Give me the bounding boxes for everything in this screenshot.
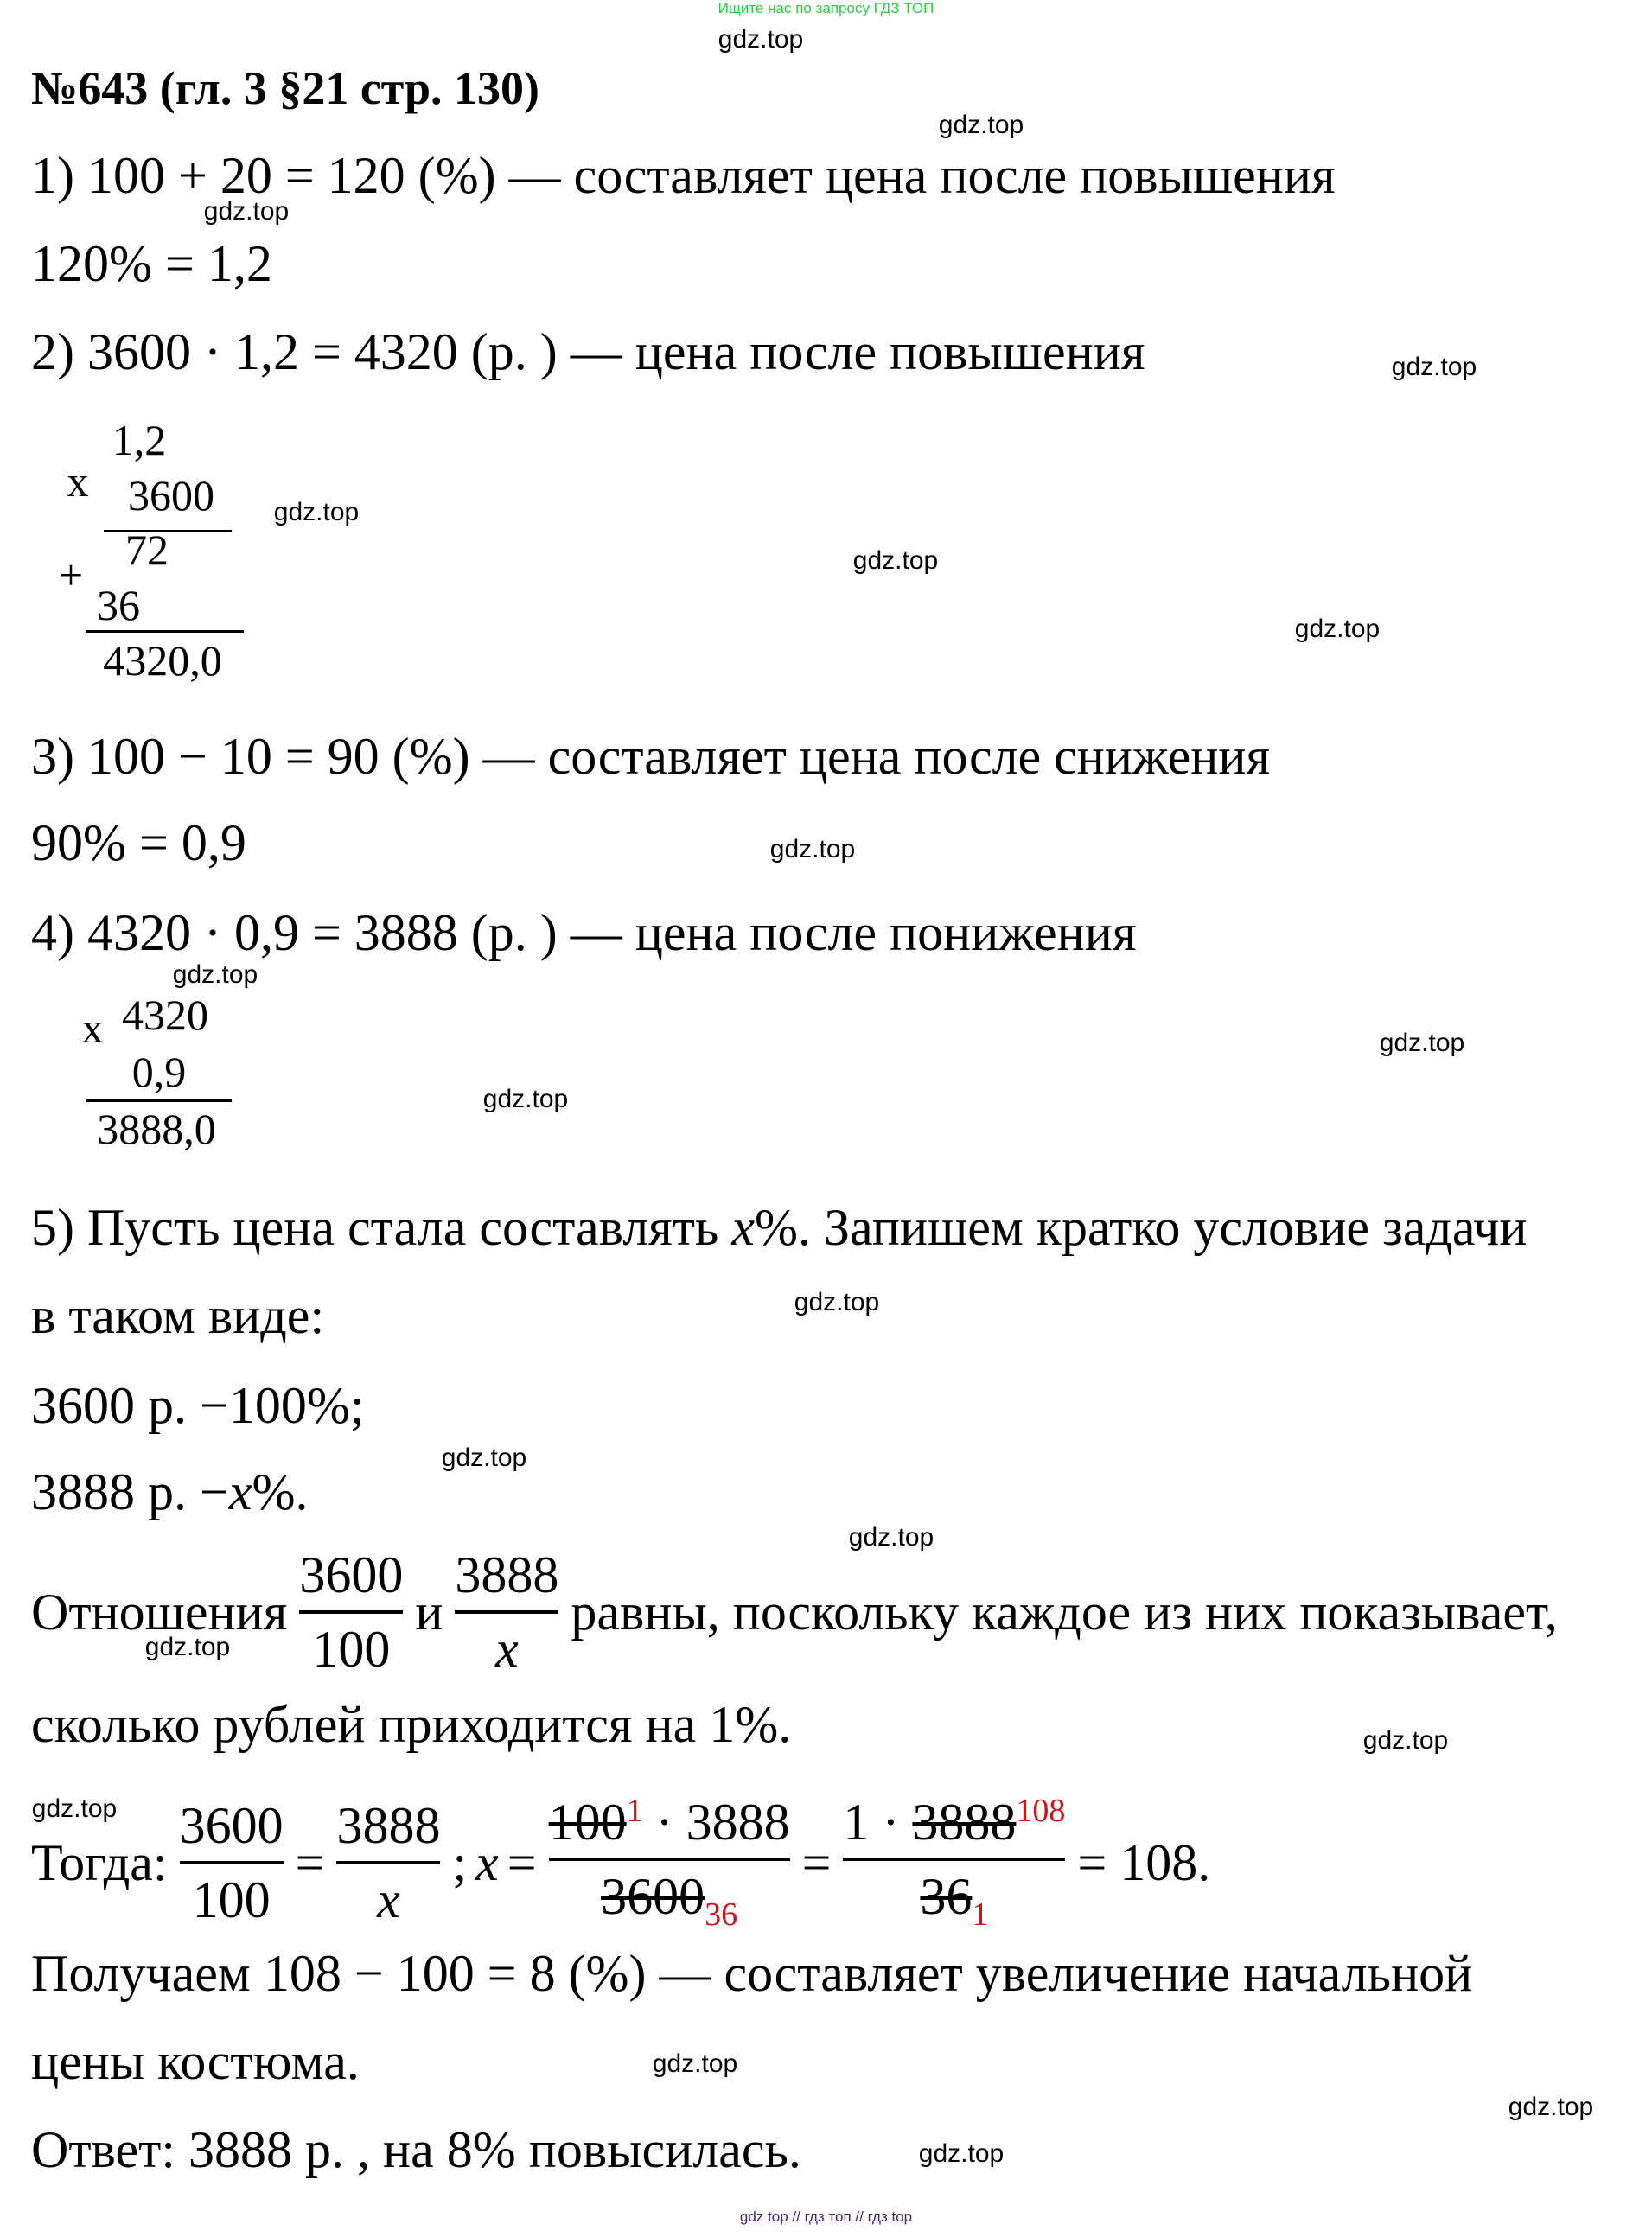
page-title: №643 (гл. 3 §21 стр. 130) xyxy=(31,62,539,114)
watermark: gdz.top xyxy=(172,960,258,989)
calc1-sign: x xyxy=(67,457,89,506)
watermark: gdz.top xyxy=(144,1633,231,1661)
numerator xyxy=(549,1781,790,1852)
watermark: gdz.top xyxy=(794,1288,880,1316)
calc1-line2 xyxy=(86,630,244,633)
struck-36: 36 xyxy=(920,1868,973,1925)
reduced-36: 36 xyxy=(705,1896,738,1933)
watermark: gdz.top xyxy=(1379,1029,1465,1057)
footer: gdz top // гдз топ // гдз top xyxy=(739,2208,913,2225)
step-2: 2) 3600 · 1,2 = 4320 (р. ) — цена после повышения xyxy=(31,323,1145,380)
ratios-post: равны, поскольку каждое из них показывает, xyxy=(571,1583,1558,1641)
watermark: gdz.top xyxy=(852,546,939,575)
watermark: gdz.top xyxy=(1508,2093,1594,2121)
watermark: gdz.top xyxy=(31,1794,118,1823)
semicolon: ; xyxy=(452,1833,468,1891)
step-1: 1) 100 + 20 = 120 (%) — составляет цена после повышения xyxy=(31,147,1336,204)
watermark: gdz.top xyxy=(273,498,360,526)
step-3: 3) 100 − 10 = 90 (%) — составляет цена после снижения xyxy=(31,728,1271,785)
numerator: 3600 xyxy=(179,1797,284,1854)
watermark: gdz.top xyxy=(441,1444,527,1472)
struck-3600: 3600 xyxy=(601,1868,705,1925)
step-1-percent: 120% = 1,2 xyxy=(31,235,272,292)
step-3-percent: 90% = 0,9 xyxy=(31,814,246,871)
denominator: x xyxy=(377,1871,400,1928)
step-5-b: %. Запишем кратко условие задачи xyxy=(754,1199,1528,1256)
equals: = xyxy=(507,1833,537,1891)
fraction-reduction-2 xyxy=(843,1781,1065,1945)
fraction-3888-x xyxy=(455,1545,558,1679)
calc2-line xyxy=(86,1099,232,1102)
reduced-108: 108 xyxy=(1016,1793,1066,1829)
denominator: 100 xyxy=(192,1871,271,1928)
denominator xyxy=(601,1866,737,1945)
then-label: Тогда: xyxy=(31,1833,168,1891)
ratios-pre: Отношения xyxy=(31,1583,288,1641)
ratios-explanation: сколько рублей приходится на 1%. xyxy=(31,1696,792,1753)
numerator: 3888 xyxy=(455,1546,559,1603)
watermark: gdz.top xyxy=(1362,1726,1449,1755)
calc1-plus: + xyxy=(58,551,84,599)
var-x: x xyxy=(475,1833,499,1891)
conclusion: Получаем 108 − 100 = 8 (%) — составляет увеличение начальной xyxy=(31,1945,1473,2002)
header-note: Ищите нас по запросу ГДЗ ТОП xyxy=(718,0,934,16)
fraction-reduction-1 xyxy=(549,1781,790,1945)
answer: Ответ: 3888 р. , на 8% повысилась. xyxy=(31,2121,801,2178)
conclusion-cont: цены костюма. xyxy=(31,2033,360,2090)
watermark: gdz.top xyxy=(1391,353,1477,381)
calc2-a: 4320 xyxy=(122,991,208,1039)
step-5-cont: в таком виде: xyxy=(31,1287,325,1344)
calc2-result: 3888,0 xyxy=(97,1105,216,1153)
step-5-a: 5) Пусть цена стала составлять xyxy=(31,1199,732,1256)
calc2-b: 0,9 xyxy=(131,1048,187,1096)
calc1-p2: 36 xyxy=(97,581,140,629)
watermark: gdz.top xyxy=(769,835,856,864)
numerator: 3888 xyxy=(336,1797,441,1854)
calc1-b: 3600 xyxy=(128,471,214,519)
equals: = xyxy=(295,1833,325,1891)
ratios-line xyxy=(31,1545,1558,1679)
reduced-1: 1 xyxy=(626,1793,643,1829)
fraction-3600-100 xyxy=(299,1545,403,1679)
condition-2-b: %. xyxy=(252,1463,309,1520)
calc1-result: 4320,0 xyxy=(103,636,222,685)
fraction-3888-x xyxy=(336,1795,440,1930)
watermark: gdz.top xyxy=(482,1085,569,1113)
fraction-3600-100 xyxy=(180,1795,284,1930)
watermark: gdz.top xyxy=(848,1523,934,1552)
denominator xyxy=(920,1866,988,1945)
watermark: gdz.top xyxy=(938,111,1024,139)
result: = 108. xyxy=(1077,1833,1211,1891)
denominator: x xyxy=(495,1621,519,1678)
var-x: x xyxy=(228,1463,252,1520)
var-x: x xyxy=(731,1199,755,1256)
equals: = xyxy=(801,1833,832,1891)
calc1-p1: 72 xyxy=(125,526,169,574)
watermark: gdz.top xyxy=(203,197,290,226)
ratios-and: и xyxy=(415,1583,443,1641)
struck-100: 100 xyxy=(548,1794,627,1851)
step-4: 4) 4320 · 0,9 = 3888 (р. ) — цена после понижения xyxy=(31,904,1137,961)
calc1-a: 1,2 xyxy=(112,416,167,464)
condition-2 xyxy=(31,1462,308,1522)
condition-2-a: 3888 р. − xyxy=(31,1463,229,1520)
reduced-1: 1 xyxy=(972,1896,989,1933)
watermark: gdz.top xyxy=(918,2139,1005,2168)
calc2-sign: x xyxy=(81,1004,104,1052)
condition-1: 3600 р. −100%; xyxy=(31,1377,365,1434)
watermark: gdz.top xyxy=(652,2049,738,2078)
solution-equation xyxy=(31,1781,1210,1945)
num-one: 1 · xyxy=(843,1794,913,1851)
watermark: gdz.top xyxy=(718,25,804,54)
numerator: 3600 xyxy=(299,1546,404,1603)
step-5 xyxy=(31,1197,1527,1258)
numerator xyxy=(843,1781,1065,1852)
denominator: 100 xyxy=(312,1621,391,1678)
watermark: gdz.top xyxy=(1294,615,1381,643)
struck-3888: 3888 xyxy=(912,1794,1017,1851)
num-rest: · 3888 xyxy=(642,1794,790,1851)
